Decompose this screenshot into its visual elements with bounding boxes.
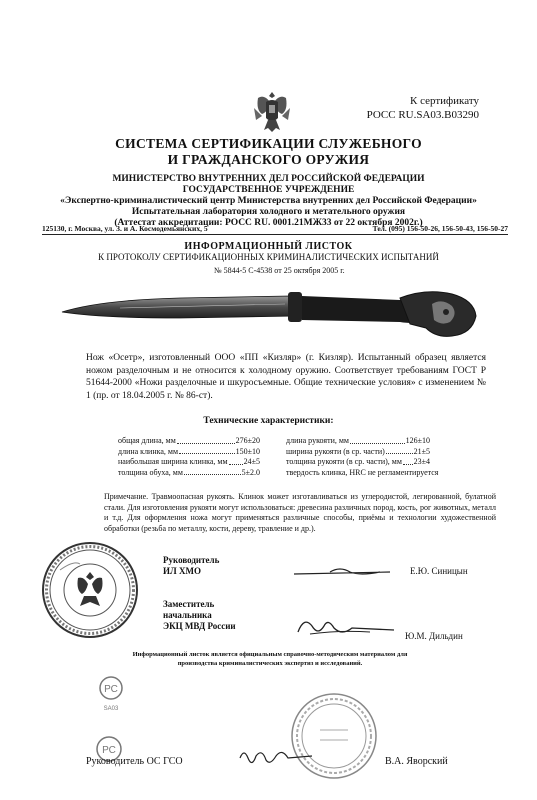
spec-value: 276±20 <box>235 436 260 445</box>
certification-body-head: Руководитель ОС ГСО <box>86 756 183 767</box>
signatory-1-role: Руководитель <box>163 555 220 565</box>
address-line <box>42 224 508 235</box>
institution-name: «Экспертно-криминалистический центр Министерства внутренних дел Российской Федерации» <box>60 196 477 206</box>
spec-label: толщина обуха, мм <box>118 467 183 477</box>
spec-label: толщина рукояти (в ср. части), мм <box>286 457 402 466</box>
spec-label: общая длина, мм <box>118 436 176 445</box>
double-headed-eagle-emblem <box>250 88 294 134</box>
spec-value: 21±5 <box>413 446 430 456</box>
postal-address: 125130, г. Москва, ул. З. и А. Космодемьянских, 5 <box>42 224 208 233</box>
footnote: Информационный листок является официальным справочно-методическим материалом для производства криминалистических экспертиз и исследований. <box>132 651 408 667</box>
signatory-1-title <box>163 555 219 577</box>
spec-row <box>286 436 430 447</box>
spec-row <box>286 467 439 479</box>
spec-row <box>286 447 430 458</box>
ministry-name: МИНИСТЕРСТВО ВНУТРЕННИХ ДЕЛ РОССИЙСКОЙ ФЕДЕРАЦИИ <box>112 174 425 184</box>
signatory-2-unit: ЭКЦ МВД России <box>163 621 236 631</box>
spec-row <box>118 457 260 468</box>
signature-3-image <box>236 744 316 770</box>
certificate-reference <box>367 94 479 122</box>
ministry-header <box>0 174 537 229</box>
laboratory-name: Испытательная лаборатория холодного и метательного оружия <box>131 207 406 217</box>
spec-value: 126±10 <box>405 436 430 445</box>
signatory-2-title <box>163 599 236 632</box>
spec-label: длина клинка, мм <box>118 446 179 456</box>
cert-ref-line1: К сертификату <box>410 95 479 107</box>
svg-text:РС: РС <box>102 745 116 756</box>
system-title-line1: СИСТЕМА СЕРТИФИКАЦИИ СЛУЖЕБНОГО <box>115 136 422 151</box>
signatory-2-role-2: начальника <box>163 610 212 620</box>
signatory-2-name: Ю.М. Дильдин <box>405 631 463 641</box>
signatory-2-role: Заместитель <box>163 599 215 609</box>
info-sheet-title: ИНФОРМАЦИОННЫЙ ЛИСТОК <box>184 241 353 252</box>
spec-label: наибольшая ширина клинка, мм <box>118 457 228 466</box>
spec-row <box>118 436 260 447</box>
knife-image <box>60 282 480 344</box>
spec-row <box>286 457 430 468</box>
official-seal <box>40 540 140 640</box>
svg-text:SA03: SA03 <box>103 706 119 712</box>
spec-label: ширина рукояти (в ср. части) <box>286 446 385 456</box>
certification-system-title <box>0 136 537 168</box>
technical-specs-title: Технические характеристики: <box>203 416 334 426</box>
spec-row <box>118 447 260 458</box>
spec-row <box>118 468 260 479</box>
institution-type: ГОСУДАРСТВЕННОЕ УЧРЕЖДЕНИЕ <box>182 185 355 195</box>
signature-1-image <box>290 562 400 580</box>
info-sheet-heading <box>0 241 537 263</box>
spec-value: 23±4 <box>413 457 430 466</box>
signatory-1-unit: ИЛ ХМО <box>163 566 201 576</box>
note-text: Примечание. Травмоопасная рукоять. Клинок может изготавливаться из углеродистой, легированной, булатной стали. Для изготовления рукояти могут использоваться: древесина различных пород, кость, рог животных, металл и т.д. Для оформления ножа могут применяться различные способы, приёмы и технологии художественной обработки (резьба по металлу, кости, дереву, травление и др.). <box>104 492 496 533</box>
info-sheet-subtitle: К ПРОТОКОЛУ СЕРТИФИКАЦИОННЫХ КРИМИНАЛИСТИЧЕСКИХ ИСПЫТАНИЙ <box>98 252 439 262</box>
certification-mark-icon <box>96 674 126 714</box>
certification-body-head-name: В.А. Яворский <box>385 756 448 767</box>
cert-ref-number: РОСС RU.SA03.B03290 <box>366 109 479 121</box>
specs-left-column <box>118 436 260 478</box>
spec-label: твердость клинка, HRC <box>286 467 366 477</box>
spec-value: 24±5 <box>243 457 260 466</box>
svg-text:РС: РС <box>104 684 118 695</box>
signature-2-image <box>290 614 400 640</box>
spec-value: не регламентируется <box>367 467 439 477</box>
spec-label: длина рукояти, мм <box>286 436 349 445</box>
protocol-number: № 5844-5 С-4538 от 25 октября 2005 г. <box>214 266 345 275</box>
accreditation: (Аттестат аккредитации: РОСС RU. 0001.21МЖ33 от 22 октября 2002г.) <box>114 218 423 228</box>
spec-value: 5±2.0 <box>241 467 260 477</box>
product-description: Нож «Осетр», изготовленный ООО «ПП «Кизляр» (г. Кизляр). Испытанный образец является ножом разделочным и не относится к холодному оружию. Соответствует требованиям ГОСТ Р 51644-2000 «Ножи разделочные и шкуросъемные. Общие технические условия» с изменением № 1 (пр. от 18.04.2005 г. № 86-ст). <box>86 353 486 401</box>
system-title-line2: И ГРАЖДАНСКОГО ОРУЖИЯ <box>167 152 370 167</box>
specs-right-column <box>286 436 439 478</box>
spec-value: 150±10 <box>235 446 260 456</box>
phone-numbers: Тел. (095) 156-50-26, 156-50-43, 156-50-27 <box>372 224 508 233</box>
signatory-1-name: Е.Ю. Синицын <box>410 566 468 576</box>
